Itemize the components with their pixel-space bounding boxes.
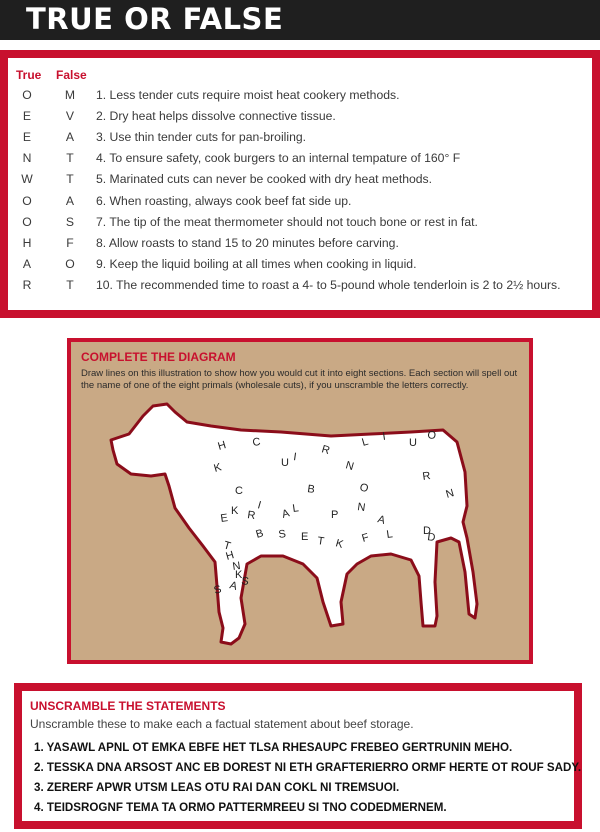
diagram-letter: T: [316, 535, 325, 548]
true-letter[interactable]: R: [22, 277, 32, 292]
true-column-header: True: [16, 68, 42, 82]
unscramble-title: UNSCRAMBLE THE STATEMENTS: [30, 699, 226, 713]
false-letter[interactable]: T: [66, 172, 74, 187]
quiz-row: [8, 215, 592, 236]
scrambled-statement: 2. TESSKA DNA ARSOST ANC EB DOREST NI ETH GRAFTERIERRO ORMF HERTE OT ROUF SADY.: [34, 761, 582, 774]
statement-text: 3. Use thin tender cuts for pan-broiling.: [96, 130, 307, 145]
quiz-row: [8, 278, 592, 299]
diagram-letter: I: [292, 451, 298, 464]
false-letter[interactable]: F: [66, 235, 74, 250]
true-false-panel: [8, 58, 592, 310]
false-letter[interactable]: T: [66, 277, 74, 292]
quiz-row: [8, 257, 592, 278]
diagram-letter: N: [356, 501, 367, 515]
diagram-letter: H: [216, 439, 228, 453]
false-letter[interactable]: M: [64, 88, 76, 102]
diagram-letter: O: [426, 429, 437, 443]
quiz-row: [8, 109, 592, 130]
diagram-letter: I: [381, 430, 387, 443]
diagram-letter: I: [256, 499, 263, 512]
statement-text: 5. Marinated cuts can never be cooked with dry heat methods.: [96, 172, 433, 187]
diagram-title: COMPLETE THE DIAGRAM: [81, 350, 236, 364]
diagram-letter: U: [409, 437, 417, 449]
diagram-letter: D: [426, 531, 437, 545]
true-letter[interactable]: E: [22, 130, 32, 145]
true-letter[interactable]: N: [22, 151, 32, 166]
true-letter[interactable]: W: [21, 172, 33, 187]
diagram-letter: T: [222, 539, 232, 553]
diagram-letter: L: [360, 435, 370, 449]
quiz-row: [8, 151, 592, 172]
false-letter[interactable]: T: [66, 151, 74, 166]
diagram-letter: B: [306, 483, 316, 496]
true-false-section: [0, 50, 600, 318]
quiz-row: [8, 194, 592, 215]
unscramble-intro: Unscramble these to make each a factual statement about beef storage.: [30, 717, 414, 731]
false-letter[interactable]: S: [65, 214, 75, 229]
statement-text: 10. The recommended time to roast a 4- to 5-pound whole tenderloin is 2 to 2½ hours.: [96, 277, 561, 292]
unscramble-section: [14, 683, 582, 829]
scrambled-statement: 3. ZERERF APWR UTSM LEAS OTU RAI DAN COKL NI TREMSUOI.: [34, 781, 400, 794]
statement-text: 8. Allow roasts to stand 15 to 20 minutes before carving.: [96, 235, 399, 250]
diagram-letter: S: [277, 528, 287, 541]
diagram-letter: R: [421, 469, 432, 483]
diagram-letter: R: [320, 443, 332, 458]
diagram-letter: R: [246, 509, 257, 523]
page-header: [0, 0, 600, 40]
diagram-letter: A: [376, 513, 387, 527]
steer-silhouette: [111, 404, 477, 644]
diagram-letter: K: [334, 537, 345, 551]
quiz-row: [8, 172, 592, 193]
diagram-letter: A: [228, 579, 239, 593]
diagram-letter: U: [281, 457, 289, 469]
diagram-letter: L: [291, 502, 300, 515]
statement-text: 6. When roasting, always cook beef fat side up.: [96, 193, 352, 208]
diagram-letter: C: [235, 485, 243, 497]
diagram-section: [67, 338, 533, 664]
diagram-letter: B: [254, 527, 265, 541]
diagram-letter: C: [251, 435, 262, 449]
diagram-letter: F: [360, 531, 371, 545]
true-letter[interactable]: E: [22, 109, 32, 124]
page-title: TRUE OR FALSE: [26, 2, 284, 36]
true-letter[interactable]: O: [22, 88, 32, 102]
steer-outline-diagram[interactable]: [71, 342, 529, 660]
false-letter[interactable]: A: [65, 193, 75, 208]
diagram-letter: A: [280, 507, 291, 521]
false-letter[interactable]: V: [65, 109, 75, 124]
true-letter[interactable]: O: [22, 214, 32, 229]
diagram-letter: E: [219, 512, 229, 525]
true-letter[interactable]: O: [22, 193, 32, 208]
statement-text: 4. To ensure safety, cook burgers to an internal tempature of 160° F: [96, 151, 461, 166]
diagram-letter: D: [423, 525, 431, 537]
diagram-letter: O: [358, 481, 370, 496]
quiz-row: [8, 130, 592, 151]
true-letter[interactable]: H: [22, 235, 32, 250]
statement-text: 7. The tip of the meat thermometer should not touch bone or rest in fat.: [96, 214, 478, 229]
diagram-letter: H: [224, 549, 236, 563]
diagram-letter: N: [444, 487, 456, 501]
scrambled-statement: 1. YASAWL APNL OT EMKA EBFE HET TLSA RHESAUPC FREBEO GERTRUNIN MEHO.: [34, 741, 513, 754]
scrambled-statement: 4. TEIDSROGNF TEMA TA ORMO PATTERMREEU SI TNO CODEDMERNEM.: [34, 801, 447, 814]
false-letter[interactable]: O: [65, 256, 75, 271]
diagram-letter: L: [385, 528, 394, 541]
statement-text: 9. Keep the liquid boiling at all times when cooking in liquid.: [96, 256, 417, 271]
statement-text: 2. Dry heat helps dissolve connective tissue.: [96, 109, 336, 124]
quiz-row: [8, 236, 592, 257]
diagram-letter: P: [331, 509, 339, 521]
diagram-letter: K: [235, 569, 243, 581]
false-column-header: False: [56, 68, 87, 82]
diagram-panel: [71, 342, 529, 660]
diagram-letter: K: [231, 505, 239, 517]
quiz-row: [8, 88, 592, 109]
diagram-letter: S: [240, 575, 250, 588]
diagram-instructions: Draw lines on this illustration to show how you would cut it into eight sections. Each section will spell out the name of one of the eight primals (wholesale cuts), if you unscramble the letters correctly.: [81, 368, 518, 391]
statement-text: 1. Less tender cuts require moist heat cookery methods.: [96, 88, 400, 102]
false-letter[interactable]: A: [65, 130, 75, 145]
unscramble-panel: [22, 691, 582, 821]
diagram-letter: K: [212, 461, 223, 475]
diagram-letter: S: [212, 583, 223, 597]
diagram-letter: N: [344, 459, 356, 474]
diagram-letter: N: [231, 559, 242, 573]
true-letter[interactable]: A: [22, 256, 32, 271]
diagram-letter: E: [301, 531, 309, 543]
